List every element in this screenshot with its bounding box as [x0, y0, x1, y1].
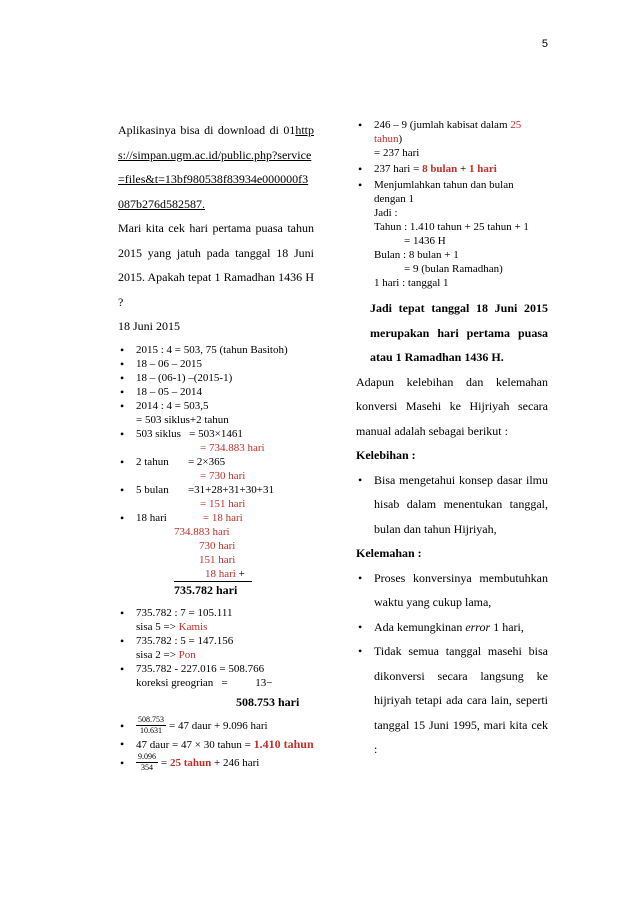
- calc-line: = 9 (bulan Ramadhan): [404, 263, 503, 275]
- list-item: • 237 hari = 8 bulan + 1 hari: [356, 162, 548, 176]
- calc-result: = 151 hari: [200, 497, 246, 510]
- calc-line: = 237 hari: [374, 147, 420, 159]
- list-item: [118, 715, 314, 737]
- list-item: [118, 483, 314, 511]
- calc-line: koreksi greogrian = 13−: [136, 676, 273, 689]
- calc-line: • Menjumlahkan tahun dan bulan dengan 1: [374, 179, 514, 205]
- sum-total: 735.782 hari: [174, 581, 252, 598]
- intro-text: Aplikasinya bisa di download di 01: [118, 123, 296, 137]
- list-item: • 18 – (06-1) –(2015-1): [118, 371, 314, 385]
- calc-line: • 735.782 - 227.016 = 508.766: [136, 662, 265, 675]
- list-item: • 246 – 9 (jumlah kabisat dalam 25 tahun) = 237 hari: [356, 118, 548, 160]
- intro-paragraph: [118, 118, 314, 216]
- calc-line: • 5 bulan =31+28+31+30+31: [136, 483, 274, 496]
- calc-line: Jadi :: [374, 207, 398, 219]
- calc-line: Tahun : 1.410 tahun + 25 tahun + 1: [374, 221, 529, 233]
- page-number: 5: [541, 38, 548, 50]
- calc-line: • 503 siklus = 503×1461: [136, 427, 243, 440]
- calc-line: = 503 siklus+2 tahun: [136, 413, 229, 426]
- calc-line: + 246 hari: [211, 756, 260, 769]
- fraction: • $\frac{9.096}{354}$: [138, 752, 156, 773]
- list-item: • 2015 : 4 = 503, 75 (tahun Basitoh): [118, 343, 314, 357]
- calc-line: • 735.782 : 5 = 147.156: [136, 634, 234, 647]
- calc-line: • 2 tahun = 2×365: [136, 455, 226, 468]
- sum-item: 151 hari: [199, 553, 236, 566]
- calc-result: 508.753 hari: [236, 694, 300, 709]
- section-heading-advantages: Kelebihan :: [356, 448, 416, 462]
- question-paragraph: Mari kita cek hari pertama puasa tahun 2015 yang jatuh pada tanggal 18 Juni 2015. Apakah tepat 1 Ramadhan 1436 H ?: [118, 221, 314, 309]
- list-item: • 18 – 06 – 2015: [118, 357, 314, 371]
- calc-line: sisa 5 =>: [136, 620, 179, 633]
- calc-line: Bulan : 8 bulan + 1: [374, 249, 459, 261]
- list-item: [118, 399, 314, 427]
- list-item: • $\frac{9.096}{354}$ = 25 tahun + 246 hari: [118, 752, 314, 774]
- sum-item: 730 hari: [199, 539, 236, 552]
- left-column: [118, 118, 314, 774]
- calc-line: = 1436 H: [404, 235, 446, 247]
- calc-result: 25 tahun: [169, 756, 212, 769]
- list-item: [118, 606, 314, 634]
- list-item: • Bisa mengetahui konsep dasar ilmu hisab dalam menentukan tanggal, bulan dan tahun Hijriyah,: [356, 468, 548, 542]
- calc-result: = 730 hari: [200, 469, 246, 482]
- fraction: • $\frac{508.753}{10.631}$: [138, 715, 164, 736]
- calc-line: 47 daur = 47 × 30 tahun =: [136, 738, 254, 751]
- section-heading-disadvantages: Kelemahan :: [356, 546, 422, 560]
- calc-line: sisa 2 =>: [136, 648, 179, 661]
- list-item: [118, 511, 314, 525]
- list-item: [118, 737, 314, 752]
- list-item: [118, 427, 314, 455]
- calc-result: = 18 hari: [202, 511, 243, 524]
- sum-item: 734.883 hari: [174, 525, 230, 538]
- list-item: [118, 662, 314, 715]
- sum-block: [118, 525, 314, 598]
- market-day: Pon: [178, 648, 196, 661]
- list-item: [356, 178, 548, 290]
- list-item: • Proses konversinya membutuhkan waktu yang cukup lama,: [356, 566, 548, 615]
- day-name: Kamis: [178, 620, 208, 633]
- list-item: • Ada kemungkinan error 1 hari,: [356, 615, 548, 640]
- calc-line: = 47 daur + 9.096 hari: [169, 719, 268, 732]
- calc-line: 18 hari: [136, 511, 189, 524]
- advantages-intro: Adapun kelebihan dan kelemahan konversi Masehi ke Hijriyah secara manual adalah sebagai berikut :: [356, 374, 548, 438]
- calc-result: 1.410 tahun: [253, 736, 314, 751]
- sum-item: 18 hari +: [205, 567, 245, 580]
- list-item: [118, 455, 314, 483]
- list-item: • 18 – 05 – 2014: [118, 385, 314, 399]
- calc-result: = 734.883 hari: [200, 441, 265, 454]
- list-item: [118, 634, 314, 662]
- list-item: • Tidak semua tanggal masehi bisa dikonversi secara langsung ke hijriyah tetapi ada cara lain, seperti tanggal 15 Juni 1995, mari kita cek :: [356, 639, 548, 762]
- download-link[interactable]: https://simpan.ugm.ac.id/public.php?service=files&t=13bf980538f83934e000000f3087b276d582587.: [118, 123, 314, 211]
- calc-line: 1 hari : tanggal 1: [374, 277, 449, 289]
- conclusion: Jadi tepat tanggal 18 Juni 2015 merupakan hari pertama puasa atau 1 Ramadhan 1436 H.: [370, 301, 548, 364]
- calc-line: • 2014 : 4 = 503,5: [136, 399, 209, 412]
- date-line: 18 Juni 2015: [118, 319, 181, 333]
- right-column: [356, 118, 548, 762]
- calc-line: • 735.782 : 7 = 105.111: [136, 606, 233, 619]
